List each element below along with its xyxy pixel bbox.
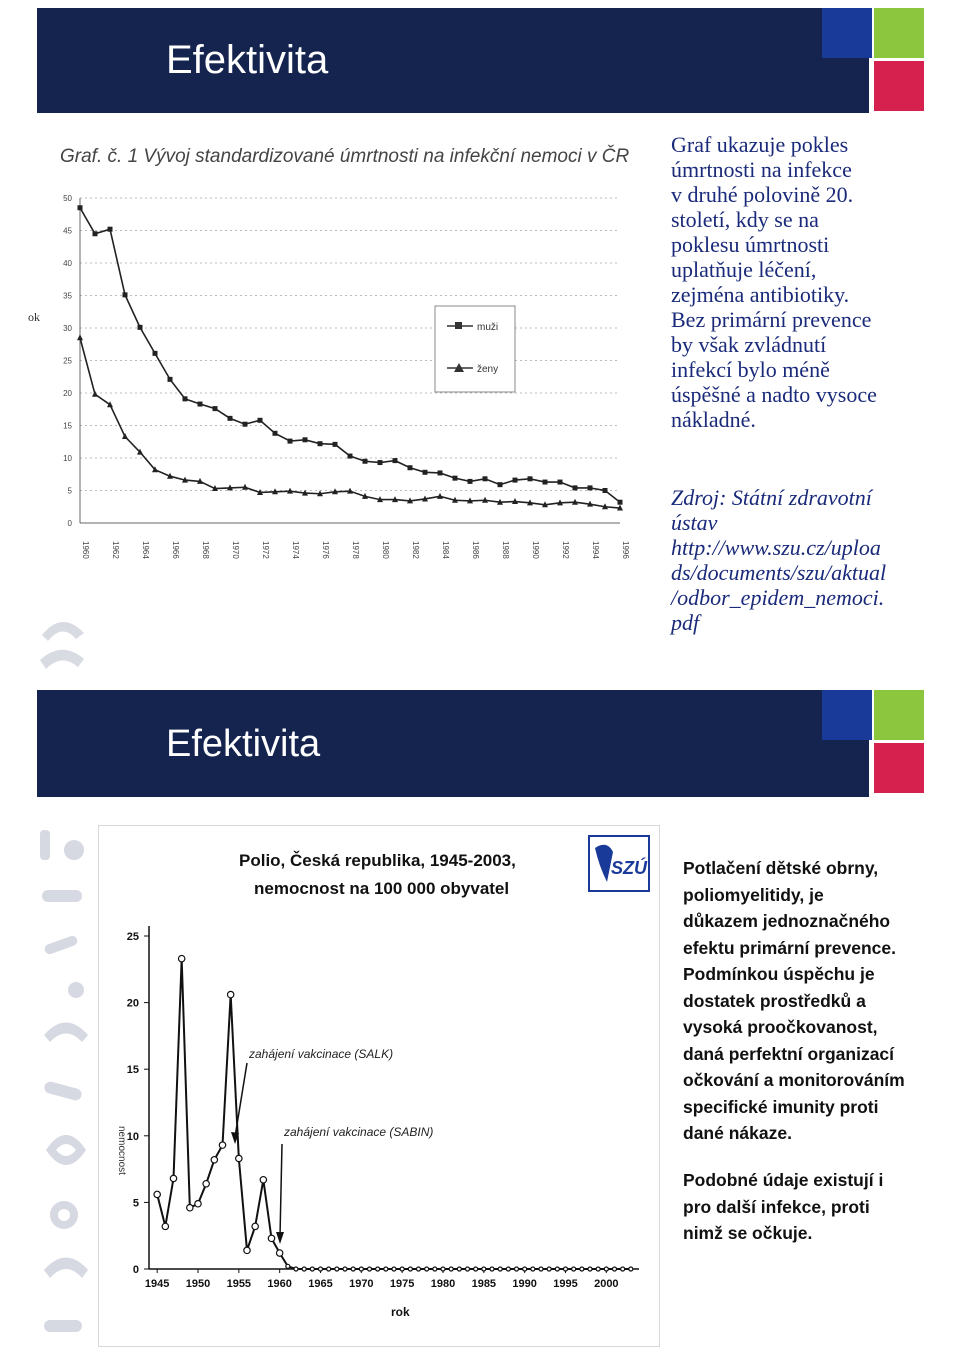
x-tick-label: 1994 <box>591 541 600 559</box>
x-tick-label: 1968 <box>201 541 210 559</box>
x-tick-label: 1970 <box>349 1278 374 1290</box>
data-point <box>335 1267 339 1271</box>
data-point-men <box>573 485 578 490</box>
y-tick-label: 30 <box>63 324 72 333</box>
legend-label-women: ženy <box>477 364 499 375</box>
x-tick-label: 1988 <box>501 541 510 559</box>
data-point-men <box>378 460 383 465</box>
data-point-men <box>78 205 83 210</box>
left-cut-text: ok <box>28 310 40 324</box>
data-point <box>588 1267 592 1271</box>
data-point <box>162 1223 168 1229</box>
slide-2-title: Efektivita <box>166 723 321 765</box>
data-point <box>555 1267 559 1271</box>
mortality-chart <box>55 128 633 578</box>
data-point-men <box>93 231 98 236</box>
data-point <box>211 1157 217 1163</box>
chart2-title-line1: Polio, Česká republika, 1945-2003, <box>239 851 516 870</box>
data-point-men <box>333 442 338 447</box>
data-point <box>482 1267 486 1271</box>
data-point <box>268 1235 274 1241</box>
x-tick-label: 2000 <box>594 1278 619 1290</box>
x-tick-label: 1980 <box>430 1278 456 1290</box>
data-point <box>547 1267 551 1271</box>
x-tick-label: 1996 <box>621 541 630 559</box>
data-point <box>392 1267 396 1271</box>
data-point <box>604 1267 608 1271</box>
data-point <box>531 1267 535 1271</box>
x-tick-label: 1970 <box>231 541 240 559</box>
y-tick-label: 5 <box>67 486 72 496</box>
x-tick-label: 1960 <box>267 1278 292 1290</box>
data-point <box>564 1267 568 1271</box>
data-point <box>302 1267 306 1271</box>
data-point-men <box>423 470 428 475</box>
y-tick-label: 15 <box>63 421 72 431</box>
x-tick-label: 1990 <box>512 1278 537 1290</box>
slide-1-title-bar <box>37 8 869 113</box>
polio-series-line <box>157 959 631 1269</box>
data-point <box>629 1267 633 1271</box>
data-point <box>400 1267 404 1271</box>
data-point-men <box>618 500 623 505</box>
y-tick-label: 0 <box>67 519 72 528</box>
data-point <box>227 991 233 997</box>
data-point-men <box>498 482 503 487</box>
polio-chart <box>98 825 660 1347</box>
data-point-men <box>228 416 233 421</box>
data-point <box>376 1267 380 1271</box>
data-point-men <box>108 227 113 232</box>
szu-logo <box>589 836 649 891</box>
data-point-men <box>168 377 173 382</box>
data-point <box>433 1267 437 1271</box>
x-tick-label: 1990 <box>531 541 540 559</box>
data-point <box>244 1247 250 1253</box>
data-point <box>539 1267 543 1271</box>
data-point <box>187 1205 193 1211</box>
x-tick-label: 1976 <box>321 541 330 559</box>
data-point-men <box>483 476 488 481</box>
chart1-title: Graf. č. 1 Vývoj standardizované úmrtnosti na infekční nemoci v ČR <box>60 146 630 167</box>
square-red-deco-2 <box>874 743 924 793</box>
data-point <box>294 1267 298 1271</box>
data-point <box>490 1267 494 1271</box>
data-point <box>384 1267 388 1271</box>
data-point <box>596 1267 600 1271</box>
x-tick-label: 1960 <box>81 541 90 559</box>
slide-2-title-bar <box>37 690 869 797</box>
y-tick-label: 10 <box>126 1130 139 1143</box>
y-tick-label: 35 <box>63 291 72 301</box>
slide-1-source: Zdroj: Státní zdravotní ústav http://www.szu.cz/uploa ds/documents/szu/aktual /odbor_epidem_nemoci. pdf <box>671 485 887 635</box>
square-green-deco-2 <box>874 690 924 740</box>
data-point-men <box>558 480 563 485</box>
x-tick-label: 1972 <box>261 541 270 559</box>
decorative-graphic-icon <box>36 820 96 1355</box>
x-tick-label: 1966 <box>171 541 180 559</box>
data-point <box>621 1267 625 1271</box>
data-point <box>343 1267 347 1271</box>
data-point-men <box>318 441 323 446</box>
data-point-men <box>528 476 533 481</box>
data-point-men <box>393 458 398 463</box>
legend-label-men: muži <box>477 322 499 333</box>
data-point-men <box>123 292 128 297</box>
data-point <box>457 1267 461 1271</box>
data-point-men <box>153 351 158 356</box>
chart2-title-line2: nemocnost na 100 000 obyvatel <box>254 879 510 898</box>
x-tick-label: 1986 <box>471 541 480 559</box>
data-point <box>310 1267 314 1271</box>
data-point <box>203 1181 209 1187</box>
x-tick-label: 1962 <box>111 541 120 559</box>
x-tick-label: 1965 <box>308 1278 333 1290</box>
szu-logo-text: SZÚ <box>611 858 647 878</box>
y-tick-label: 20 <box>63 389 72 398</box>
data-point <box>276 1250 282 1256</box>
data-point <box>351 1267 355 1271</box>
data-point <box>170 1175 176 1181</box>
data-point-men <box>468 479 473 484</box>
x-tick-label: 1945 <box>144 1278 170 1290</box>
data-point <box>252 1223 258 1229</box>
data-point <box>359 1267 363 1271</box>
data-point-men <box>243 422 248 427</box>
x-tick-label: 1992 <box>561 541 570 559</box>
data-point-men <box>198 402 203 407</box>
y-tick-label: 20 <box>126 997 139 1010</box>
data-point <box>417 1267 421 1271</box>
data-point <box>580 1267 584 1271</box>
data-point <box>368 1267 372 1271</box>
data-point-men <box>183 396 188 401</box>
data-point-men <box>438 470 443 475</box>
data-point <box>449 1267 453 1271</box>
x-tick-label: 1984 <box>441 541 450 559</box>
data-point <box>286 1264 290 1268</box>
slide-2-note: Podobné údaje existují i pro další infekce, proti nimž se očkuje. <box>683 1170 884 1243</box>
data-point-men <box>513 478 518 483</box>
data-point <box>613 1267 617 1271</box>
data-point <box>572 1267 576 1271</box>
data-point-men <box>408 465 413 470</box>
square-green-deco <box>874 8 924 58</box>
data-point <box>515 1267 519 1271</box>
y-tick-label: 40 <box>63 259 72 268</box>
square-blue-deco <box>822 8 872 58</box>
y-tick-label: 25 <box>126 931 139 943</box>
chart2-annotations <box>231 1047 433 1244</box>
data-point <box>178 955 184 961</box>
data-point-women <box>77 334 83 340</box>
y-tick-label: 45 <box>63 226 72 236</box>
slide-1-description: Graf ukazuje pokles úmrtnosti na infekce v druhé polovině 20. století, kdy se na poklesu úmrtnosti uplatňuje léčení, zejména antibiotiky. Bez primární prevence by však zvládnutí infekcí bylo méně úspěšné a nadto vysoce nákladné. <box>671 132 877 432</box>
chart2-xlabel: rok <box>391 1305 410 1319</box>
annotation-sabin: zahájení vakcinace (SABIN) <box>284 1125 434 1139</box>
x-tick-label: 1982 <box>411 541 420 559</box>
data-point <box>408 1267 412 1271</box>
swirl-icon <box>32 615 92 680</box>
x-tick-label: 1964 <box>141 541 150 559</box>
data-point <box>236 1155 242 1161</box>
data-point <box>474 1267 478 1271</box>
y-tick-label: 15 <box>126 1064 139 1077</box>
x-tick-label: 1978 <box>351 541 360 559</box>
data-point <box>319 1267 323 1271</box>
chart2-ylabel: nemocnost <box>116 1126 127 1175</box>
data-point-men <box>603 488 608 493</box>
square-blue-deco-2 <box>822 690 872 740</box>
data-point-men <box>543 480 548 485</box>
x-tick-label: 1985 <box>471 1278 497 1290</box>
data-point <box>523 1267 527 1271</box>
x-tick-label: 1980 <box>381 541 390 559</box>
chart1-legend <box>435 306 515 392</box>
data-point <box>154 1191 160 1197</box>
data-point-men <box>288 439 293 444</box>
data-point-men <box>303 437 308 442</box>
y-tick-label: 5 <box>132 1197 139 1210</box>
slide-2-description: Potlačení dětské obrny, poliomyelitidy, je důkazem jednoznačného efektu primární prevence. Podmínkou úspěchu je dostatek prostředků a vysoká proočkovanost, daná perfektní organizací očkování a monitorováním specifické imunity proti dané nákaze. <box>683 858 905 1143</box>
data-point-men <box>213 406 218 411</box>
data-point <box>195 1201 201 1207</box>
data-point <box>466 1267 470 1271</box>
y-tick-label: 0 <box>132 1264 139 1276</box>
data-point-men <box>588 485 593 490</box>
x-tick-label: 1950 <box>185 1278 211 1290</box>
slide-1-title: Efektivita <box>166 38 329 82</box>
data-point <box>260 1177 266 1183</box>
data-point-women <box>437 493 443 499</box>
y-tick-label: 10 <box>63 454 72 463</box>
data-point-men <box>258 418 263 423</box>
data-point <box>425 1267 429 1271</box>
x-tick-label: 1974 <box>291 541 300 559</box>
data-point-men <box>273 431 278 436</box>
data-point <box>327 1267 331 1271</box>
x-tick-label: 1975 <box>389 1278 415 1290</box>
data-point <box>441 1267 445 1271</box>
x-tick-label: 1955 <box>226 1278 252 1290</box>
data-point <box>498 1267 502 1271</box>
data-point-men <box>348 454 353 459</box>
data-point-men <box>453 476 458 481</box>
data-point-women <box>92 391 98 397</box>
x-tick-label: 1995 <box>553 1278 578 1290</box>
y-tick-label: 25 <box>63 356 72 366</box>
data-point-men <box>138 325 143 330</box>
slide-2 <box>0 685 960 1367</box>
y-tick-label: 50 <box>63 194 72 203</box>
square-red-deco <box>874 61 924 111</box>
data-point <box>219 1142 225 1148</box>
data-point <box>506 1267 510 1271</box>
annotation-salk: zahájení vakcinace (SALK) <box>249 1047 394 1061</box>
data-point-men <box>363 459 368 464</box>
